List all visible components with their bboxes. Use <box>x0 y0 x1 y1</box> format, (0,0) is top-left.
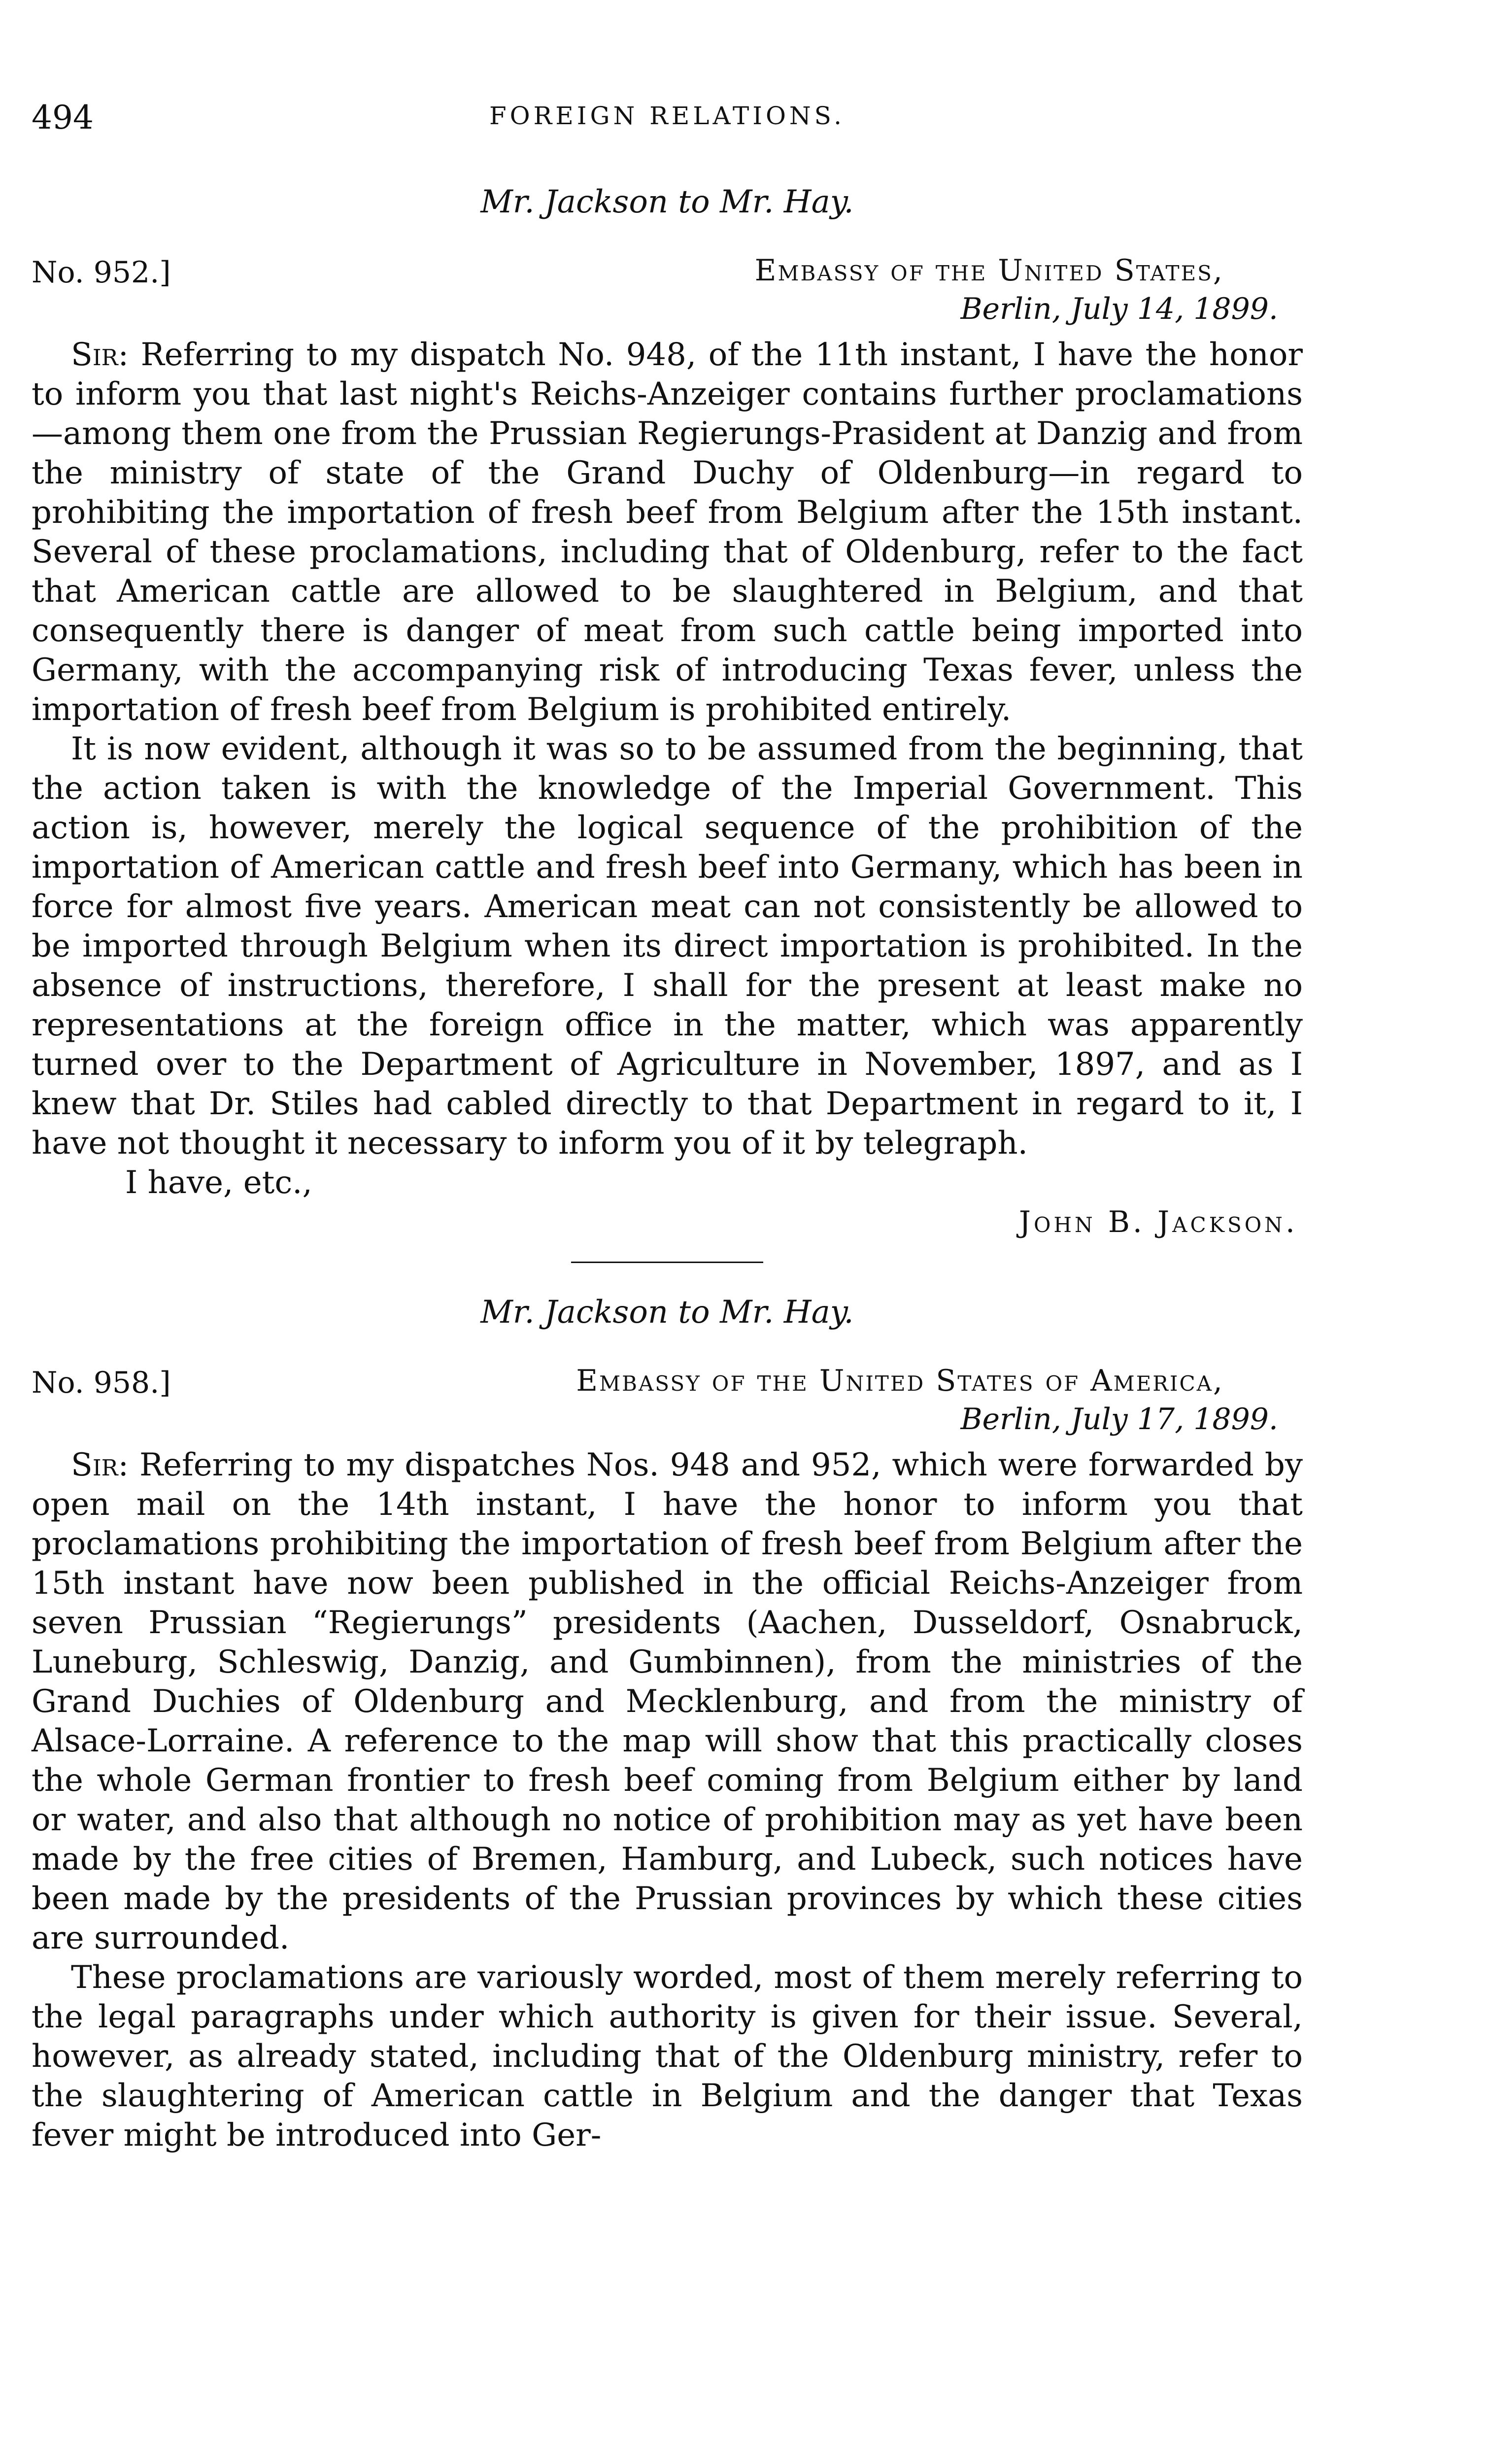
closing: I have, etc., <box>125 1164 312 1201</box>
body-paragraph <box>32 335 1303 729</box>
document-page <box>32 0 1303 2155</box>
embassy-line: Embassy of the United States of America, <box>576 1364 1224 1398</box>
running-head <box>32 99 1303 153</box>
body-paragraph <box>32 1445 1303 1958</box>
running-title: FOREIGN RELATIONS. <box>489 102 846 130</box>
section-divider <box>571 1262 763 1263</box>
body-paragraph: It is now evident, although it was so to be assumed from the beginning, that the action taken is with the knowledge of the Imperial Government. This action is, however, merely the logical sequence of the prohibition of the importation of American cattle and fresh beef into Germany, which has been in force for almost five years. American meat can not consistently be allowed to be imported through Belgium when its direct importation is prohibited. In the absence of instructions, therefore, I shall for the present at least make no representations at the foreign office in the matter, which was apparently turned over to the Department of Agriculture in November, 1897, and as I knew that Dr. Stiles had cabled directly to that Department in regard to it, I have not thought it necessary to inform you of it by telegraph. <box>32 731 1303 1162</box>
salutation: Sir: <box>71 337 129 373</box>
letter-952 <box>32 182 1303 1242</box>
body-paragraph: These proclamations are variously worded, most of them merely referring to the legal paragraphs under which authority is given for their issue. Several, however, as already stated, including that of the Oldenburg ministry, refer to the slaughtering of American cattle in Belgium and the danger that Texas fever might be introduced into Ger- <box>32 1959 1303 2154</box>
embassy-line: Embassy of the United States, <box>754 253 1224 288</box>
dispatch-number: No. 952.] <box>32 255 171 290</box>
place-date: Berlin, July 17, 1899. <box>960 1402 1278 1437</box>
paragraph-text: Referring to my dispatches Nos. 948 and 952, which were forwarded by open mail on the 14th instant, I have the honor to inform you that proclamations prohibiting the importation of fresh beef from Belgium after the 15th instant have now been published in the official Reichs-Anzeiger from seven Prussian “Regierungs” presidents (Aachen, Dusseldorf, Osnabruck, Luneburg, Schleswig, Danzig, and Gumbinnen), from the ministries of the Grand Duchies of Oldenburg and Mecklenburg, and from the ministry of Alsace-Lorraine. A reference to the map will show that this practically closes the whole German frontier to fresh beef coming from Belgium either by land or water, and also that although no notice of prohibition may as yet have been made by the free cities of Bremen, Hamburg, and Lubeck, such notices have been made by the presidents of the Prussian provinces by which these cities are surrounded. <box>32 1447 1303 1956</box>
letter-origin <box>120 251 1303 328</box>
page-number: 494 <box>32 99 94 137</box>
dispatch-number: No. 958.] <box>32 1366 171 1400</box>
letter-meta <box>32 1362 1303 1445</box>
salutation: Sir: <box>71 1447 129 1483</box>
place-date: Berlin, July 14, 1899. <box>960 292 1278 326</box>
letter-origin <box>120 1362 1303 1438</box>
signature: John B. Jackson. <box>1018 1205 1298 1239</box>
letter-meta <box>32 251 1303 335</box>
paragraph-text: Referring to my dispatch No. 948, of the 11th instant, I have the honor to inform you that last night's Reichs-Anzeiger contains further proclamations—among them one from the Prussian Regierungs-Prasident at Danzig and from the ministry of state of the Grand Duchy of Oldenburg—in regard to prohibiting the importation of fresh beef from Belgium after the 15th instant. Several of these proclamations, including that of Oldenburg, refer to the fact that American cattle are allowed to be slaughtered in Belgium, and that consequently there is danger of meat from such cattle being imported into Germany, with the accompanying risk of introducing Texas fever, unless the importation of fresh beef from Belgium is prohibited entirely. <box>32 337 1303 728</box>
letter-heading: Mr. Jackson to Mr. Hay. <box>480 184 854 220</box>
letter-958 <box>32 1293 1303 2155</box>
letter-heading: Mr. Jackson to Mr. Hay. <box>480 1294 854 1331</box>
